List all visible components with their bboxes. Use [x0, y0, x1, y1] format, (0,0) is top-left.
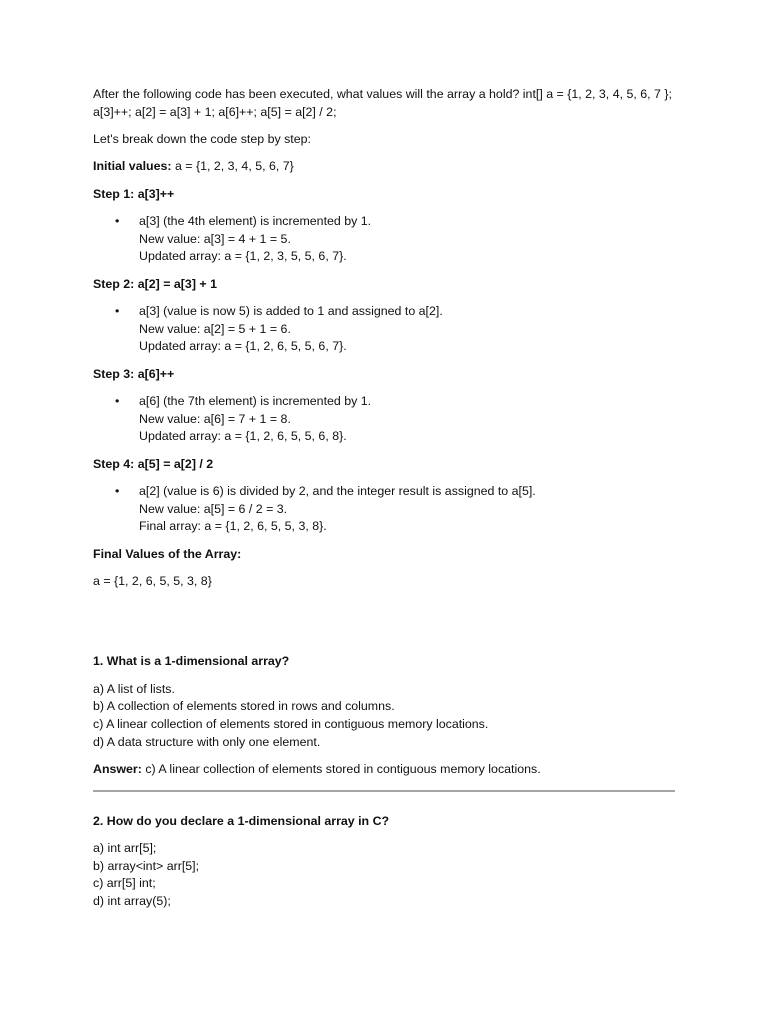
step-3-item [93, 393, 683, 446]
q1-option: d) A data structure with only one element. [93, 734, 321, 749]
step-3-line: • a[6] (the 7th element) is incremented by 1. [139, 394, 372, 409]
step-3-line: Updated array: a = {1, 2, 6, 5, 5, 6, 8}. [139, 429, 347, 444]
step-4-list [93, 483, 683, 536]
initial-values-text: a = {1, 2, 3, 4, 5, 6, 7} [171, 159, 294, 174]
spacer [93, 600, 683, 653]
q2-question: 2. How do you declare a 1-dimensional array in C? [93, 813, 390, 828]
step-2-heading: Step 2: a[2] = a[3] + 1 [93, 276, 217, 291]
step-3-heading: Step 3: a[6]++ [93, 366, 175, 381]
step-2-line: Updated array: a = {1, 2, 6, 5, 5, 6, 7}. [139, 339, 347, 354]
step-1-heading: Step 1: a[3]++ [93, 186, 175, 201]
step-1-line: • a[3] (the 4th element) is incremented by 1. [139, 214, 372, 229]
intro-breakdown: Let's break down the code step by step: [93, 131, 311, 146]
step-1-item [93, 213, 683, 266]
initial-values-label: Initial values: [93, 159, 172, 174]
initial-values [93, 158, 683, 176]
step-2-item [93, 303, 683, 356]
final-heading: Final Values of the Array: [93, 546, 242, 561]
q1-options [93, 681, 683, 751]
q2-option: c) arr[5] int; [93, 876, 156, 891]
step-4-heading: Step 4: a[5] = a[2] / 2 [93, 456, 214, 471]
step-4-line: New value: a[5] = 6 / 2 = 3. [139, 501, 288, 516]
final-value: a = {1, 2, 6, 5, 5, 3, 8} [93, 574, 212, 589]
q2-option: d) int array(5); [93, 893, 171, 908]
document-page [93, 86, 683, 920]
step-3-list [93, 393, 683, 446]
step-4-item [93, 483, 683, 536]
q1-answer [93, 761, 683, 779]
q1-answer-text: c) A linear collection of elements stored in contiguous memory locations. [141, 761, 541, 776]
step-2-list [93, 303, 683, 356]
q1-option: b) A collection of elements stored in rows and columns. [93, 699, 395, 714]
q1-option: c) A linear collection of elements stored in contiguous memory locations. [93, 717, 489, 731]
step-1-line: Updated array: a = {1, 2, 3, 5, 5, 6, 7}. [139, 249, 347, 264]
step-3-line: New value: a[6] = 7 + 1 = 8. [139, 411, 291, 426]
step-1-list [93, 213, 683, 266]
section-divider [93, 790, 675, 792]
step-2-line: New value: a[2] = 5 + 1 = 6. [139, 321, 291, 336]
q2-option: b) array<int> arr[5]; [93, 858, 200, 873]
step-2-line: • a[3] (value is now 5) is added to 1 and assigned to a[2]. [139, 304, 443, 319]
step-1-line: New value: a[3] = 4 + 1 = 5. [139, 231, 291, 246]
q2-options [93, 840, 683, 910]
step-4-line: • a[2] (value is 6) is divided by 2, and the integer result is assigned to a[5]. [139, 484, 536, 499]
q1-option: a) A list of lists. [93, 681, 175, 696]
q2-option: a) int arr[5]; [93, 840, 157, 855]
q1-answer-label: Answer: [93, 761, 142, 776]
intro-question: After the following code has been executed, what values will the array a hold? int[] a = {1, 2, 3, 4, 5, 6, 7 }; a[3]++; a[2] = a[3] + 1; a[6]++; a[5] = a[2] / 2; [93, 87, 672, 119]
step-4-line: Final array: a = {1, 2, 6, 5, 5, 3, 8}. [139, 519, 327, 534]
q1-question: 1. What is a 1-dimensional array? [93, 654, 290, 669]
